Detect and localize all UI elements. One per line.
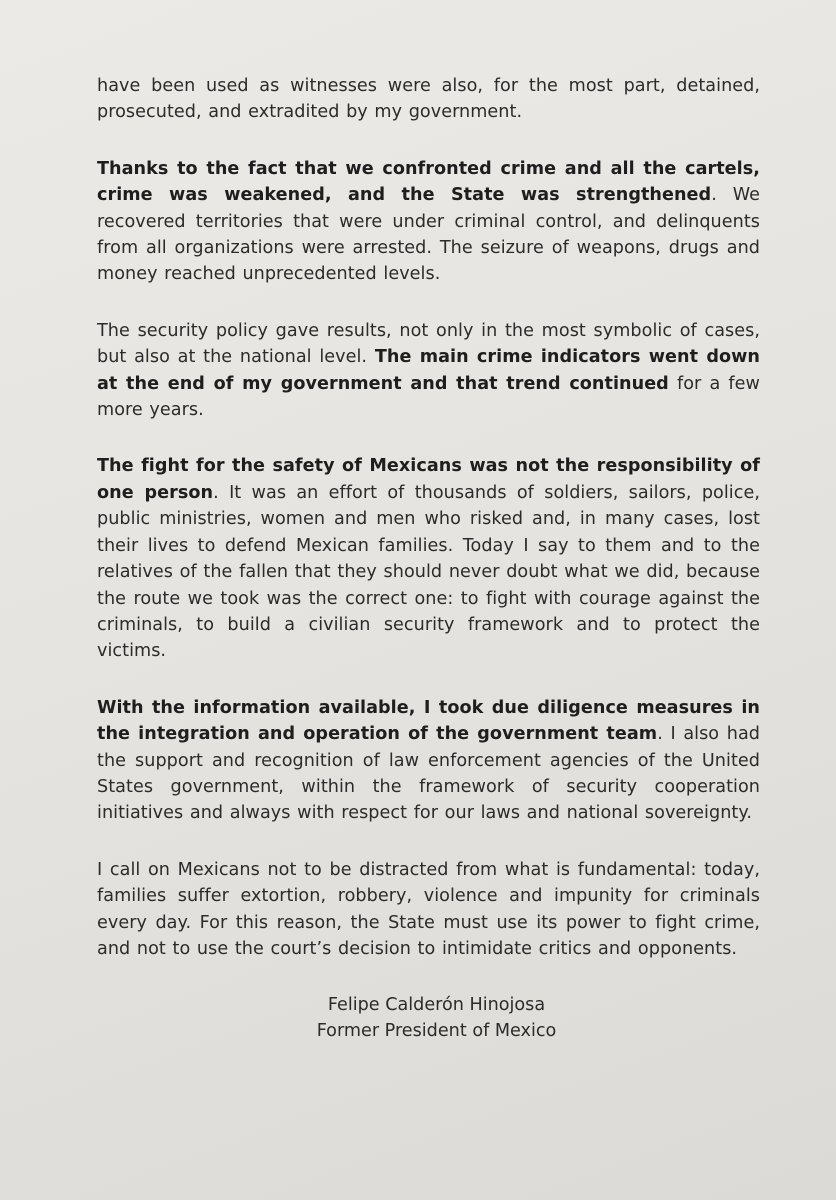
- text-run: . It was an effort of thousands of soldiers, sailors, police, public ministries, women and men who risked and, in many cases, lost their lives to defend Mexican families. Today I say to them and to the relatives of the fallen that they should never doubt what we did, because the route we took was the correct one: to fight with courage against the criminals, to build a civilian security framework and to protect the victims.: [97, 482, 760, 662]
- signature-name: Felipe Calderón Hinojosa: [327, 995, 546, 1016]
- text-run: . We recovered territories that were under criminal control, and delinquents from all organizations were arrested. The seizure of weapons, drugs and money reached unprecedented levels.: [97, 185, 760, 285]
- paragraph: [97, 156, 760, 288]
- bold-text-run: Thanks to the fact that we confronted crime and all the cartels, crime was weakened, and the State was strengthened: [97, 158, 760, 206]
- paragraph: [97, 318, 760, 424]
- bold-text-run: The main crime indicators went down at the end of my government and that trend continued: [97, 347, 760, 394]
- text-run: I call on Mexicans not to be distracted from what is fundamental: today, families suffer extortion, robbery, violence and impunity for criminals every day. For this reason, the State must use its power to fight crime, and not to use the court’s decision to intimidate critics and opponents.: [97, 859, 760, 959]
- signature-title: Former President of Mexico: [316, 1021, 557, 1042]
- text-run: have been used as witnesses were also, for the most part, detained, prosecuted, and extradited by my government.: [97, 76, 760, 123]
- paragraph: [97, 695, 760, 827]
- text-run: for a few more years.: [97, 373, 760, 421]
- text-run: The security policy gave results, not only in the most symbolic of cases, but also at the national level.: [97, 320, 760, 368]
- paragraph: [97, 857, 760, 963]
- bold-text-run: With the information available, I took due diligence measures in the integration and operation of the government team: [97, 697, 760, 745]
- signature-block: [97, 992, 760, 1044]
- bold-text-run: The fight for the safety of Mexicans was not the responsibility of one person: [97, 456, 760, 503]
- text-run: . I also had the support and recognition of law enforcement agencies of the United States government, within the framework of security cooperation initiatives and always with respect for our laws and national sovereignty.: [97, 724, 760, 824]
- letter-body: [97, 73, 760, 962]
- paragraph: [97, 453, 760, 664]
- paragraph: [97, 73, 760, 126]
